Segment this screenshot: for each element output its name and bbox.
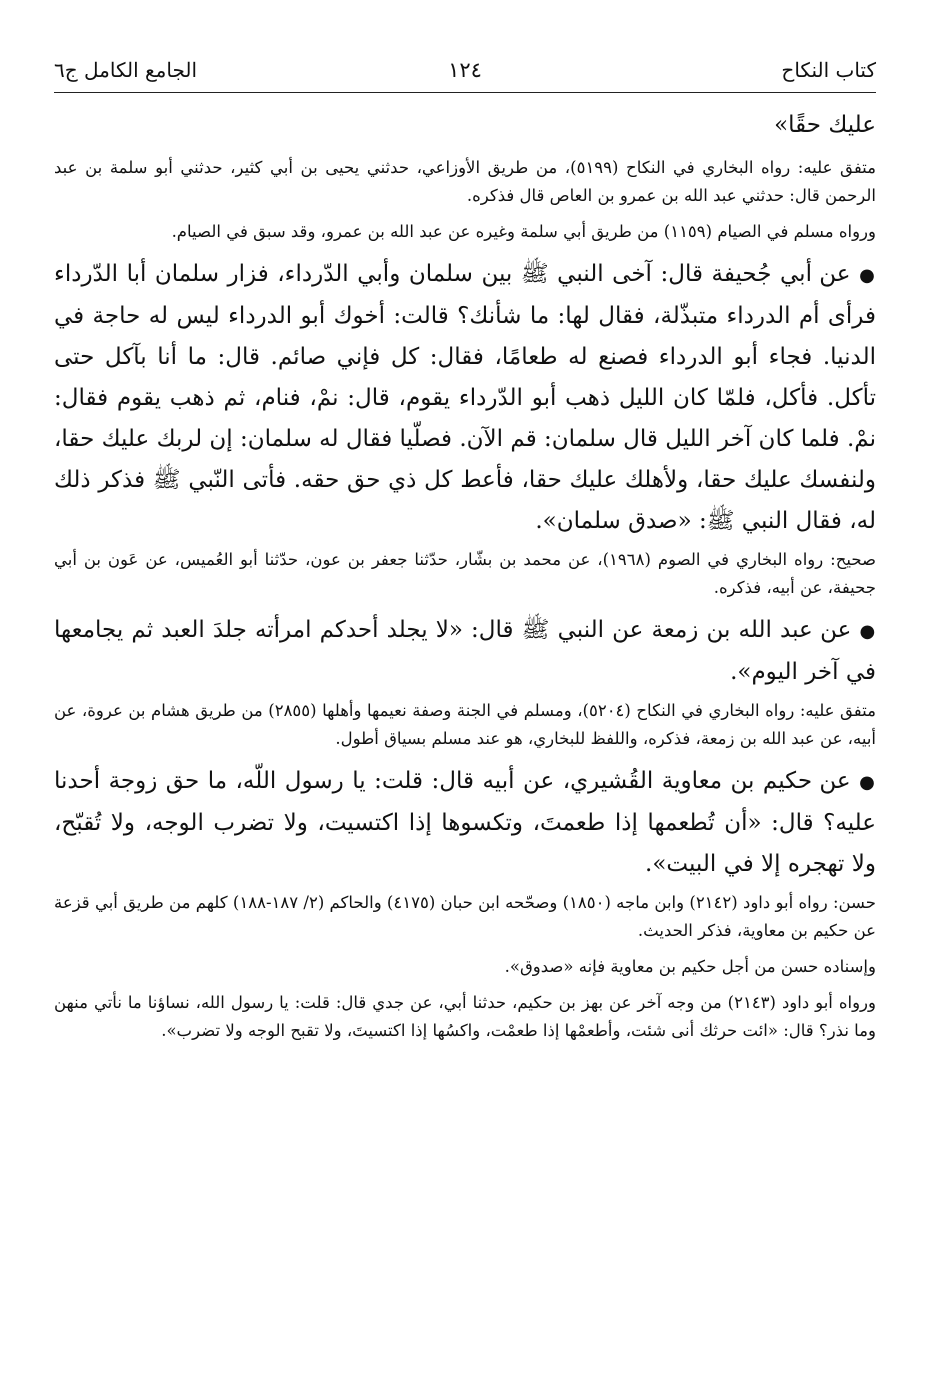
footnote-text: ورواه أبو داود (٢١٤٣) من وجه آخر عن بهز بن حكيم، حدثنا أبي، عن جدي قال: قلت: يا رسول الله، نساؤنا ما نأتي منهن وما نذر؟ قال: «ائت حرثك أنى شئت، وأطعمْها إذا طعمْت، واكسُها إذا اكتسيتَ، ولا تقبح الوجه ولا تضرب». [54, 993, 876, 1040]
header-rule [54, 92, 876, 93]
footnote-text: وإسناده حسن من أجل حكيم بن معاوية فإنه «صدوق». [504, 957, 876, 976]
page-body [54, 105, 876, 1045]
main-text: عليك حقًا» [774, 112, 876, 138]
hadith-paragraph [54, 761, 876, 885]
hadith-paragraph [54, 610, 876, 693]
volume-title: الجامع الكامل ج٦ [54, 58, 198, 82]
hadith-text: عن حكيم بن معاوية القُشيري، عن أبيه قال: قلت: يا رسول اللّه، ما حق زوجة أحدنا عليه؟ قال: «أن تُطعمها إذا طعمتَ، وتكسوها إذا اكتسيت، ولا تضرب الوجه، ولا تُقبّح، ولا تهجره إلا في البيت». [54, 768, 876, 877]
hadith-text: عن عبد الله بن زمعة عن النبي ﷺ قال: «لا يجلد أحدكم امرأته جلدَ العبد ثم يجامعها في آخر اليوم». [54, 617, 876, 685]
page-number: ١٢٤ [448, 58, 482, 82]
bullet-icon: ● [859, 772, 876, 793]
footnote-text: متفق عليه: رواه البخاري في النكاح (٥٢٠٤)، ومسلم في الجنة وصفة نعيمها وأهلها (٢٨٥٥) من طريق هشام بن عروة، عن أبيه، عن عبد الله بن زمعة، فذكره، واللفظ للبخاري، هو عند مسلم بسياق أطول. [54, 701, 876, 748]
footnote-text: صحيح: رواه البخاري في الصوم (١٩٦٨)، عن محمد بن بشّار، حدّثنا جعفر بن عون، حدّثنا أبو العُميس، عن عَون بن أبي جحيفة، عن أبيه، فذكره. [54, 550, 876, 597]
bullet-icon: ● [859, 265, 876, 286]
footnote-text: ورواه مسلم في الصيام (١١٥٩) من طريق أبي سلمة وغيره عن عبد الله بن عمرو، وقد سبق في الصيام. [171, 222, 876, 241]
book-title: كتاب النكاح [781, 58, 876, 82]
footnote-text: متفق عليه: رواه البخاري في النكاح (٥١٩٩)، من طريق الأوزاعي، حدثني يحيى بن أبي كثير، حدثني أبو سلمة بن عبد الرحمن قال: حدثني عبد الله بن عمرو بن العاص قال فذكره. [54, 158, 876, 205]
footnote-text: حسن: رواه أبو داود (٢١٤٢) وابن ماجه (١٨٥٠) وصحّحه ابن حبان (٤١٧٥) والحاكم (٢/ ١٨٧-١٨٨) كلهم من طريق أبي قزعة عن حكيم بن معاوية، فذكر الحديث. [54, 893, 876, 940]
hadith-text: عن أبي جُحيفة قال: آخى النبي ﷺ بين سلمان وأبي الدّرداء، فزار سلمان أبا الدّرداء فرأى أم الدرداء متبذّلة، فقال لها: ما شأنك؟ قالت: أخوك أبو الدرداء ليس له حاجة في الدنيا. فجاء أبو الدرداء فصنع له طعامًا، فقال: كل فإني صائم. قال: ما أنا بآكل حتى تأكل. فأكل، فلمّا كان الليل ذهب أبو الدّرداء يقوم، قال: نمْ، فنام، ثم ذهب يقوم فقال: نمْ. فلما كان آخر الليل قال سلمان: قم الآن. فصلّيا فقال له سلمان: إن لربك عليك حقا، ولنفسك عليك حقا، ولأهلك عليك حقا، فأعط كل ذي حق حقه. فأتى النّبي ﷺ فذكر ذلك له، فقال النبي ﷺ: «صدق سلمان». [54, 261, 876, 534]
bullet-icon: ● [859, 621, 876, 642]
page-header [54, 52, 876, 92]
hadith-paragraph [54, 254, 876, 542]
